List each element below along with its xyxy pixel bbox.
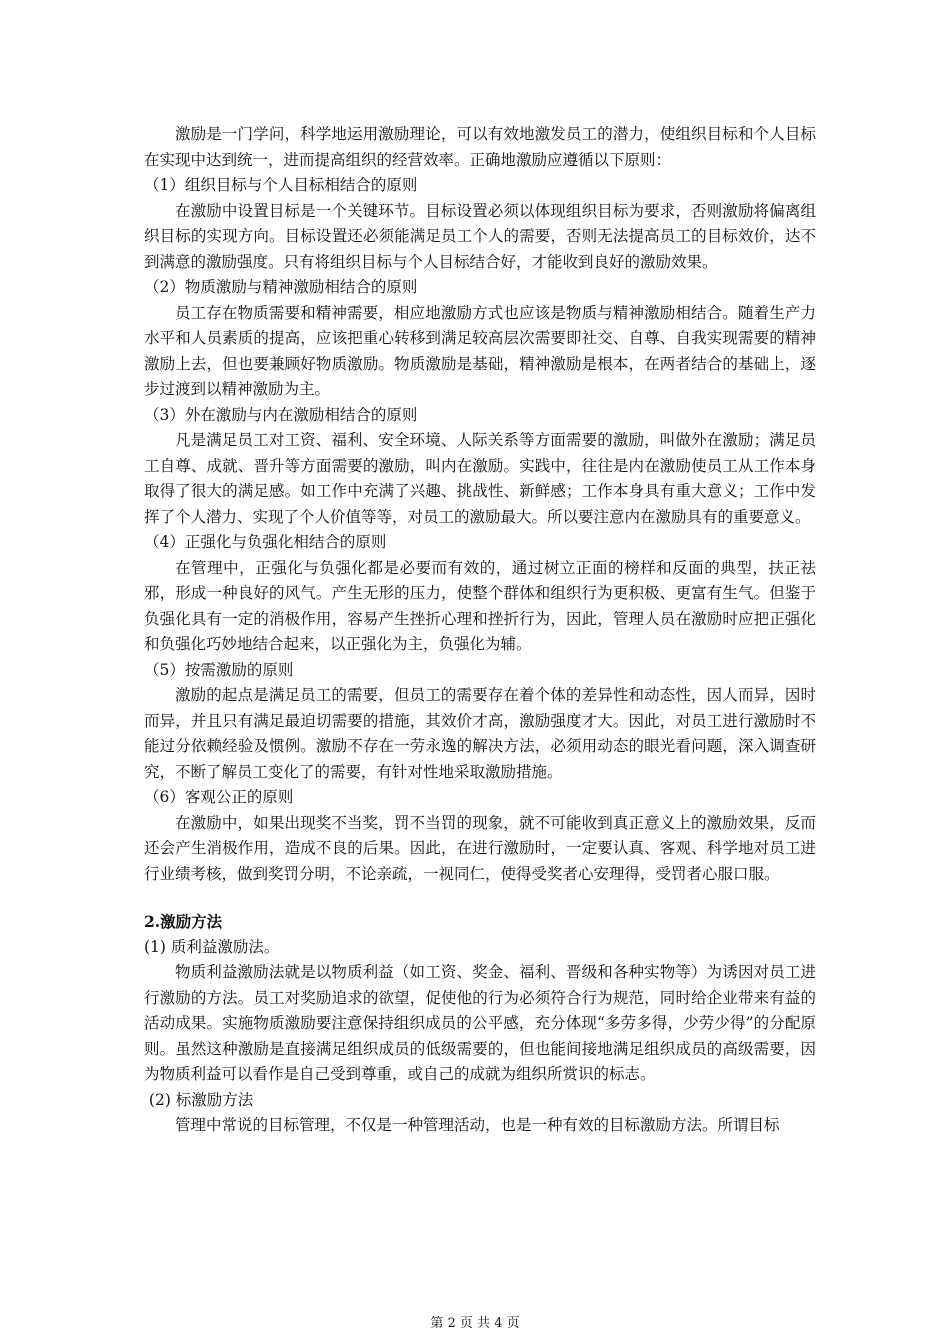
principle-1-body: 在激励中设置目标是一个关键环节。目标设置必须以体现组织目标为要求，否则激励将偏离组织目标的实现方向。目标设置还必须能满足员工个人的需要，否则无法提高员工的目标效价，达不到满意的激励强度。只有将组织目标与个人目标结合好，才能收到良好的激励效果。 — [144, 201, 816, 271]
intro-paragraph: 激励是一门学问，科学地运用激励理论，可以有效地激发员工的潜力，使组织目标和个人目标在实现中达到统一，进而提高组织的经营效率。正确地激励应遵循以下原则： — [144, 125, 816, 169]
principle-4-body: 在管理中，正强化与负强化都是必要而有效的，通过树立正面的榜样和反面的典型，扶正祛邪，形成一种良好的风气。产生无形的压力，使整个群体和组织行为更积极、更富有生气。但鉴于负强化具有一定的消极作用，容易产生挫折心理和挫折行为，因此，管理人员在激励时应把正强化和负强化巧妙地结合起来，以正强化为主，负强化为辅。 — [144, 558, 816, 653]
principle-3-heading: （3）外在激励与内在激励相结合的原则 — [144, 405, 418, 424]
principle-6-body: 在激励中，如果出现奖不当奖，罚不当罚的现象，就不可能收到真正意义上的激励效果，反而还会产生消极作用，造成不良的后果。因此，在进行激励时，一定要认真、客观、科学地对员工进行业绩考核，做到奖罚分明，不论亲疏，一视同仁，使得受奖者心安理得，受罚者心服口服。 — [144, 813, 816, 883]
principle-1-heading: （1）组织目标与个人目标相结合的原则 — [144, 176, 418, 194]
principle-2-body: 员工存在物质需要和精神需要，相应地激励方式也应该是物质与精神激励相结合。随着生产力水平和人员素质的提高，应该把重心转移到满足较高层次需要即社交、自尊、自我实现需要的精神激励上去，但也要兼顾好物质激励。物质激励是基础，精神激励是根本，在两者结合的基础上，逐步过渡到以精神激励为主。 — [144, 303, 816, 398]
document-body — [144, 122, 816, 1139]
principle-4-heading: （4）正强化与负强化相结合的原则 — [144, 533, 387, 551]
principle-5-heading: （5）按需激励的原则 — [144, 660, 294, 679]
principle-6-heading: （6）客观公正的原则 — [144, 788, 294, 806]
section-2-title: 2.激励方法 — [144, 912, 223, 931]
method-1-body: 物质利益激励法就是以物质利益（如工资、奖金、福利、晋级和各种实物等）为诱因对员工进行激励的方法。员工对奖励追求的欲望，促使他的行为必须符合行为规范，同时给企业带来有益的活动成果。实施物质激励要注意保持组织成员的公平感，充分体现“多劳多得，少劳少得”的分配原则。虽然这种激励是直接满足组织成员的低级需要的，但也能间接地满足组织成员的高级需要，因为物质利益可以看作是自己受到尊重，或自己的成就为组织所赏识的标志。 — [144, 963, 816, 1083]
principle-5-body: 激励的起点是满足员工的需要，但员工的需要存在着个体的差异性和动态性，因人而异，因时而异，并且只有满足最迫切需要的措施，其效价才高，激励强度才大。因此，对员工进行激励时不能过分依赖经验及惯例。激励不存在一劳永逸的解决方法，必须用动态的眼光看问题，深入调查研究，不断了解员工变化了的需要，有针对性地采取激励措施。 — [144, 686, 816, 781]
method-2-body: 管理中常说的目标管理，不仅是一种管理活动，也是一种有效的目标激励方法。所谓目标 — [175, 1116, 780, 1134]
method-2-heading: (2) 标激励方法 — [144, 1090, 254, 1109]
page-footer: 第 2 页 共 4 页 — [430, 1316, 520, 1331]
method-1-heading: (1) 质利益激励法。 — [144, 937, 280, 956]
principle-3-body: 凡是满足员工对工资、福利、安全环境、人际关系等方面需要的激励，叫做外在激励；满足员工自尊、成就、晋升等方面需要的激励，叫内在激励。实践中，往往是内在激励使员工从工作本身取得了很大的满足感。如工作中充满了兴趣、挑战性、新鲜感；工作本身具有重大意义；工作中发挥了个人潜力、实现了个人价值等等，对员工的激励最大。所以要注意内在激励具有的重要意义。 — [144, 431, 816, 526]
principle-2-heading: （2）物质激励与精神激励相结合的原则 — [144, 278, 418, 296]
